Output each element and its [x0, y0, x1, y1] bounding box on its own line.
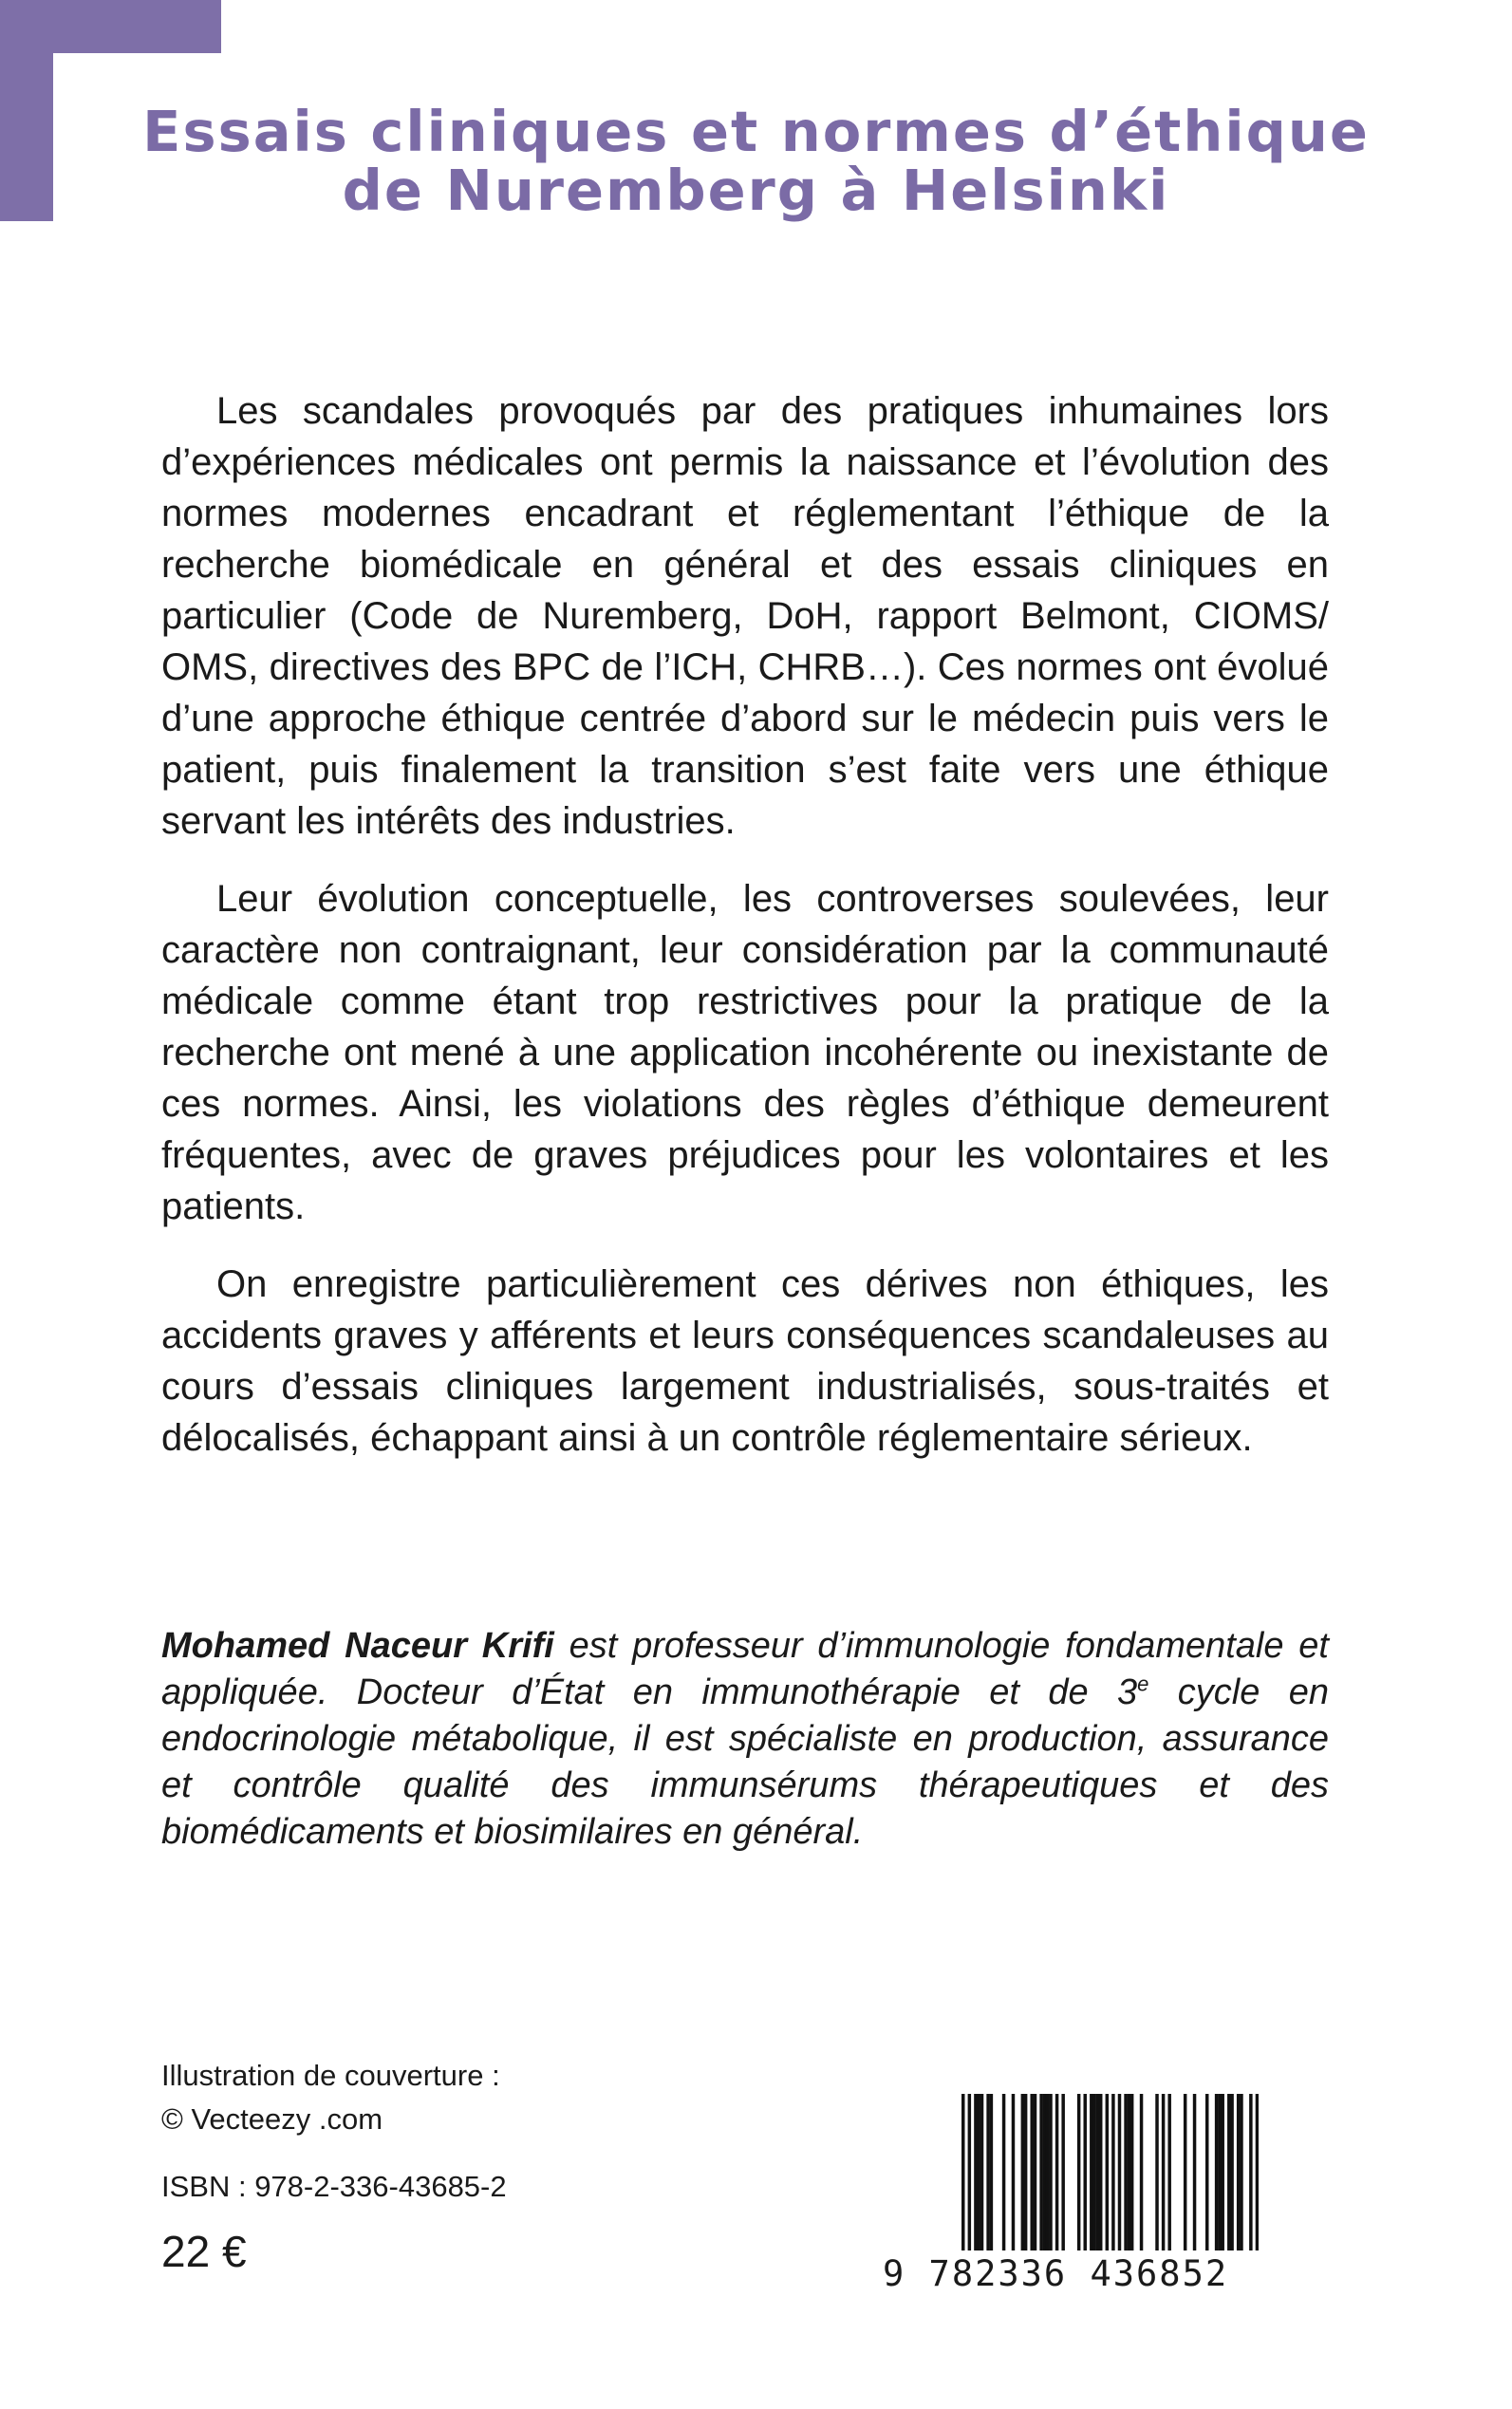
book-title-line-1: Essais cliniques et normes d’éthique: [142, 99, 1370, 164]
barcode-bar: [1099, 2094, 1102, 2250]
back-cover-summary: [161, 385, 1329, 1490]
author-bio-text-2: cycle en endocrinologie métabolique, il est spécialiste en production, assurance et contrôle qualité des immunsérums thérapeutiques et des biomédicaments et biosimilaires en général.: [161, 1672, 1329, 1852]
barcode-bar: [1240, 2094, 1242, 2250]
summary-paragraph-3: On enregistre particulièrement ces dérives non éthiques, les accidents graves y afférents et leurs conséquences scandaleuses au cours d’essais cliniques largement industrialisés, sous-traités et délocalisés, échappant ainsi à un contrôle réglementaire sérieux.: [161, 1263, 1329, 1459]
barcode-bar: [1128, 2094, 1130, 2250]
barcode-bar: [1030, 2094, 1033, 2250]
barcode-bar: [1111, 2094, 1114, 2250]
barcode-bar: [1096, 2094, 1099, 2250]
barcode-bar: [1034, 2094, 1036, 2250]
barcode-bar: [1021, 2094, 1024, 2250]
barcode-bar: [1256, 2094, 1259, 2250]
author-name: Mohamed Naceur Krifi: [161, 1626, 554, 1666]
barcode-bar: [1046, 2094, 1049, 2250]
barcode-bar: [1049, 2094, 1052, 2250]
summary-paragraph-2: Leur évolution conceptuelle, les controverses soulevées, leur caractère non contraignant, leur considération par la communauté médicale comme étant trop restrictives pour la pratique de la recherche ont mené à une application incohérente ou inexistante de ces normes. Ainsi, les violations des règles d’éthique demeurent fréquentes, avec de graves préjudices pour les volontaires et les patients.: [161, 878, 1329, 1227]
barcode-bar: [1118, 2094, 1121, 2250]
barcode-bar: [1077, 2094, 1080, 2250]
barcode-bar: [1237, 2094, 1240, 2250]
author-bio-superscript: e: [1137, 1671, 1149, 1696]
barcode-bar: [1039, 2094, 1042, 2250]
barcode-bar: [1061, 2094, 1064, 2250]
author-bio: [161, 1623, 1329, 1856]
summary-paragraph-1: Les scandales provoqués par des pratiques inhumaines lors d’expériences médicales ont permis la naissance et l’évolution des normes modernes encadrant et réglementant l’éthique de la recherche biomédicale en général et des essais cliniques en particulier (Code de Nuremberg, DoH, rapport Belmont, CIOMS/ OMS, directives des BPC de l’ICH, CHRB…). Ces normes ont évolué d’une approche éthique centrée d’abord sur le médecin puis vers le patient, puis finalement la transition s’est faite vers une éthique servant les intérêts des industries.: [161, 390, 1329, 842]
book-title: [114, 99, 1398, 223]
barcode-bar: [1184, 2094, 1186, 2250]
barcode-bar: [1205, 2094, 1208, 2250]
barcode-bar: [1130, 2094, 1133, 2250]
barcode: [883, 2094, 1281, 2303]
barcode-bar: [1140, 2094, 1143, 2250]
barcode-bar: [1215, 2094, 1218, 2250]
barcode-bar: [1221, 2094, 1223, 2250]
barcode-bar: [1227, 2094, 1230, 2250]
cover-illustration-credit: [161, 2054, 500, 2141]
barcode-bar: [1090, 2094, 1092, 2250]
barcode-bar: [1230, 2094, 1233, 2250]
barcode-bar: [974, 2094, 977, 2250]
barcode-bar: [1012, 2094, 1015, 2250]
author-bio-text-1: est professeur d’immunologie fondamentale et appliquée. Docteur d’État en immunothérapie et de 3: [161, 1626, 1329, 1712]
barcode-bar: [1155, 2094, 1158, 2250]
barcode-bar: [980, 2094, 983, 2250]
barcode-digits: 9 782336 436852: [883, 2253, 1229, 2294]
barcode-bar: [1106, 2094, 1109, 2250]
barcode-bar: [1249, 2094, 1252, 2250]
barcode-bar: [1083, 2094, 1086, 2250]
barcode-bar: [1043, 2094, 1046, 2250]
price: 22 €: [161, 2227, 247, 2276]
isbn: ISBN : 978-2-336-43685-2: [161, 2170, 507, 2203]
credit-line-1: Illustration de couverture :: [161, 2059, 500, 2092]
barcode-bar: [977, 2094, 980, 2250]
barcode-bar: [1162, 2094, 1165, 2250]
corner-accent-bar-vertical: [0, 0, 53, 221]
barcode-bar: [968, 2094, 971, 2250]
barcode-bar: [961, 2094, 964, 2250]
book-title-line-2: de Nuremberg à Helsinki: [342, 158, 1170, 223]
barcode-bar: [1092, 2094, 1095, 2250]
barcode-bar: [1193, 2094, 1196, 2250]
barcode-bar: [1124, 2094, 1127, 2250]
credit-line-2: © Vecteezy .com: [161, 2102, 383, 2136]
barcode-bar: [1167, 2094, 1170, 2250]
barcode-bar: [1002, 2094, 1005, 2250]
barcode-bar: [1218, 2094, 1221, 2250]
barcode-bar: [990, 2094, 993, 2250]
barcode-bar: [986, 2094, 989, 2250]
barcode-bars: [961, 2094, 1259, 2250]
barcode-bar: [1055, 2094, 1058, 2250]
barcode-bar: [1024, 2094, 1027, 2250]
